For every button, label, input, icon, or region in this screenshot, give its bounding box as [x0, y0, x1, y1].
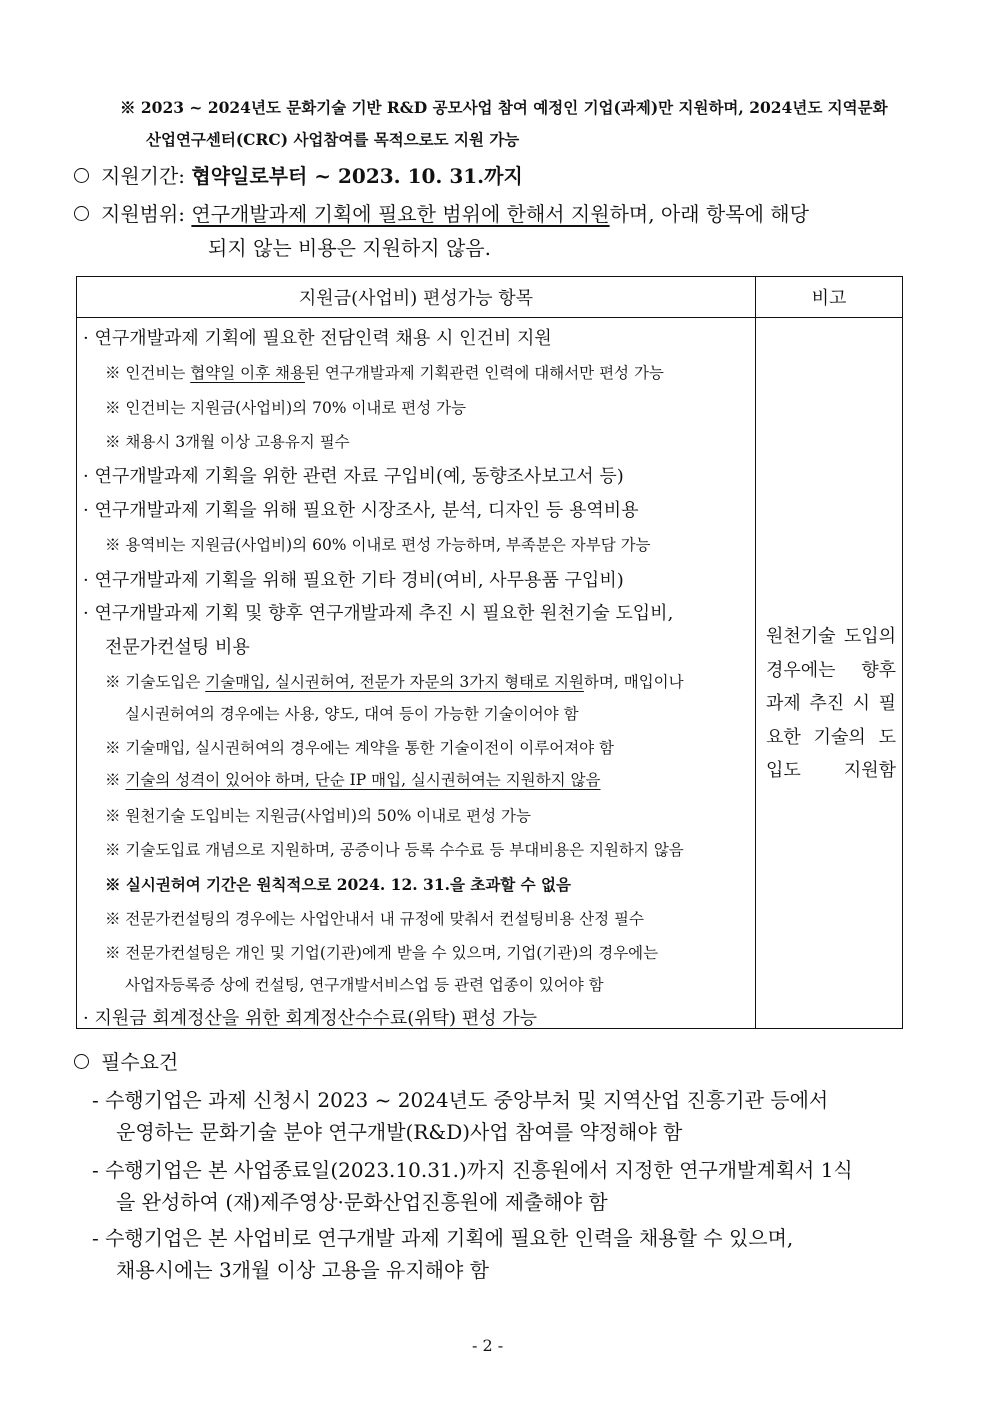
- row-underlined-text: 기술매입, 실시권허여, 전문가 자문의 3가지 형태로 지원: [205, 673, 584, 691]
- requirement-2-line1: - 수행기업은 본 사업종료일(2023.10.31.)까지 진흥원에서 지정한 연구개발계획서 1식: [92, 1158, 853, 1182]
- requirements-heading: [74, 1046, 178, 1075]
- remark-cell: [756, 318, 903, 1029]
- table-row: ※ 전문가컨설팅의 경우에는 사업안내서 내 규정에 맞춰서 컨설팅비용 산정 필수: [105, 910, 644, 928]
- table-row: [105, 670, 684, 692]
- row-underlined-text: 기술의 성격이 있어야 하며, 단순 IP 매입, 실시권허여는 지원하지 않음: [125, 771, 601, 789]
- requirement-1-line2: 운영하는 문화기술 분야 연구개발(R&D)사업 참여를 약정해야 함: [116, 1120, 683, 1144]
- table-row: · 연구개발과제 기획에 필요한 전담인력 채용 시 인건비 지원: [83, 328, 552, 349]
- scope-label: 지원범위:: [101, 202, 192, 226]
- table-row: ※ 채용시 3개월 이상 고용유지 필수: [105, 433, 350, 451]
- row-text: ※ 기술도입은: [105, 673, 206, 691]
- period-value: 협약일로부터 ~ 2023. 10. 31.까지: [191, 164, 523, 188]
- table-row: ※ 인건비는 지원금(사업비)의 70% 이내로 편성 가능: [105, 399, 467, 417]
- row-text: ※ 인건비는: [105, 364, 191, 382]
- row-underlined-text: 협약일 이후 채용: [190, 364, 305, 382]
- circle-bullet-icon: [74, 168, 89, 183]
- header-remark: 비고: [756, 277, 903, 318]
- eligible-items-table: [76, 276, 903, 1029]
- table-row: ※ 전문가컨설팅은 개인 및 기업(기관)에게 받을 수 있으며, 기업(기관)의 경우에는: [105, 944, 659, 962]
- circle-bullet-icon: [74, 206, 89, 221]
- table-row: ※ 기술도입료 개념으로 지원하며, 공증이나 등록 수수료 등 부대비용은 지원하지 않음: [105, 841, 684, 859]
- table-row: · 지원금 회계정산을 위한 회계정산수수료(위탁) 편성 가능: [83, 1008, 538, 1029]
- table-row: 사업자등록증 상에 컨설팅, 연구개발서비스업 등 관련 업종이 있어야 함: [125, 976, 604, 994]
- table-row: 실시권허여의 경우에는 사용, 양도, 대여 등이 가능한 기술이어야 함: [125, 705, 579, 723]
- requirements-label: 필수요건: [101, 1050, 179, 1074]
- requirement-1-line1: - 수행기업은 과제 신청시 2023 ~ 2024년도 중앙부처 및 지역산업 진흥기관 등에서: [92, 1088, 829, 1112]
- table-row: [105, 768, 600, 790]
- table-row: · 연구개발과제 기획 및 향후 연구개발과제 추진 시 필요한 원천기술 도입비,: [83, 603, 674, 624]
- table-row: [105, 361, 664, 383]
- requirement-3-line1: - 수행기업은 본 사업비로 연구개발 과제 기획에 필요한 인력을 채용할 수 있으며,: [92, 1226, 794, 1250]
- scope-rest: 하며, 아래 항목에 해당: [609, 202, 809, 226]
- scope-line2: 되지 않는 비용은 지원하지 않음.: [208, 236, 491, 260]
- table-row: · 연구개발과제 기획을 위한 관련 자료 구입비(예, 동향조사보고서 등): [83, 466, 624, 487]
- circle-bullet-icon: [74, 1054, 89, 1069]
- support-period: [74, 160, 523, 189]
- table-row: · 연구개발과제 기획을 위해 필요한 기타 경비(여비, 사무용품 구입비): [83, 570, 624, 591]
- row-text: ※: [105, 771, 126, 789]
- top-note-line2: 산업연구센터(CRC) 사업참여를 목적으로도 지원 가능: [146, 130, 520, 149]
- table-row: ※ 기술매입, 실시권허여의 경우에는 계약을 통한 기술이전이 이루어져야 함: [105, 739, 615, 757]
- table-row: ※ 용역비는 지원금(사업비)의 60% 이내로 편성 가능하며, 부족분은 자부담 가능: [105, 536, 651, 554]
- table-row: · 연구개발과제 기획을 위해 필요한 시장조사, 분석, 디자인 등 용역비용: [83, 500, 639, 521]
- page-number: - 2 -: [472, 1336, 504, 1355]
- table-row: 전문가컨설팅 비용: [105, 637, 250, 658]
- table-row: ※ 실시권허여 기간은 원칙적으로 2024. 12. 31.을 초과할 수 없음: [105, 875, 571, 894]
- support-scope: [74, 198, 809, 227]
- scope-underlined: 연구개발과제 기획에 필요한 범위에 한해서 지원: [191, 202, 610, 226]
- requirement-3-line2: 채용시에는 3개월 이상 고용을 유지해야 함: [116, 1258, 489, 1282]
- header-items: 지원금(사업비) 편성가능 항목: [77, 277, 756, 318]
- row-text: 하며, 매입이나: [583, 673, 684, 691]
- items-cell: [77, 318, 756, 1029]
- remark-text: 원천기술 도입의 경우에는 향후 과제 추진 시 필요한 기술의 도입도 지원함: [766, 626, 896, 781]
- requirement-2-line2: 을 완성하여 (재)제주영상·문화산업진흥원에 제출해야 함: [116, 1190, 608, 1214]
- row-text: 된 연구개발과제 기획관련 인력에 대해서만 편성 가능: [304, 364, 664, 382]
- top-note-line1: ※ 2023 ~ 2024년도 문화기술 기반 R&D 공모사업 참여 예정인 기업(과제)만 지원하며, 2024년도 지역문화: [120, 98, 888, 117]
- table-row: ※ 원천기술 도입비는 지원금(사업비)의 50% 이내로 편성 가능: [105, 807, 531, 825]
- period-label: 지원기간:: [101, 164, 192, 188]
